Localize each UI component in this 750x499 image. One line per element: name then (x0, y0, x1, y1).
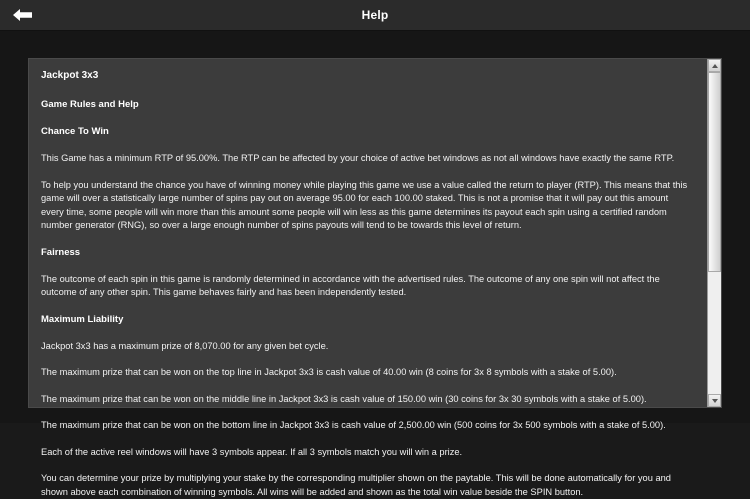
section-heading-maximum-liability: Maximum Liability (41, 313, 124, 325)
page-title: Help (361, 8, 389, 22)
scroll-up-button[interactable] (708, 59, 721, 72)
help-content-frame (28, 58, 722, 497)
paragraph: To help you understand the chance you have of winning money while playing this game we use a value called the return to player (RTP). This means that this game will over a statistically large number of spins pay out on average 95.00 for each 100.00 staked. This is not a promise that it will pay out this amount every time, some people will win more than this amount some people will win less as this game determines its payout each spin using a certified random number generator (RNG), so over a large enough number of spins payouts will tend to be towards this level of return. (41, 179, 688, 231)
scrollbar-thumb[interactable] (708, 72, 721, 272)
section-heading-chance-to-win: Chance To Win (41, 126, 109, 138)
chevron-up-icon (712, 64, 718, 68)
title-bar (0, 0, 750, 31)
paragraph: The maximum prize that can be won on the bottom line in Jackpot 3x3 is cash value of 2,500.00 win (500 coins for 3x 500 symbols with a stake of 5.00). (41, 420, 666, 431)
paragraph: The maximum prize that can be won on the middle line in Jackpot 3x3 is cash value of 150.00 win (30 coins for 3x 30 symbols with a stake of 5.00). (41, 393, 647, 404)
back-arrow-icon (13, 8, 33, 22)
paragraph: You can determine your prize by multiplying your stake by the corresponding multiplier shown on the paytable. This will be done automatically for you and shown above each combination of winning symbols. All wins will be added and shown as the total win value beside the SPIN button. (41, 473, 671, 497)
paragraph: Jackpot 3x3 has a maximum prize of 8,070.00 for any given bet cycle. (41, 340, 329, 351)
paragraph: The maximum prize that can be won on the top line in Jackpot 3x3 is cash value of 40.00 win (8 coins for 3x 8 symbols with a stake of 5.00). (41, 367, 617, 378)
help-document (29, 59, 707, 497)
paragraph: This Game has a minimum RTP of 95.00%. The RTP can be affected by your choice of active bet windows as not all windows have exactly the same RTP. (41, 153, 675, 164)
paragraph: Each of the active reel windows will have 3 symbols appear. If all 3 symbols match you will win a prize. (41, 446, 463, 457)
document-title: Jackpot 3x3 (41, 70, 99, 81)
scrollbar-track[interactable] (708, 72, 721, 394)
paragraph: The outcome of each spin in this game is randomly determined in accordance with the advertised rules. The outcome of any one spin will not affect the outcome of any other spin. This game behaves fairly and has been independently tested. (41, 273, 660, 298)
document-subtitle: Game Rules and Help (41, 98, 139, 110)
scroll-down-button[interactable] (708, 394, 721, 407)
chevron-down-icon (712, 399, 718, 403)
vertical-scrollbar[interactable] (707, 59, 721, 407)
back-button[interactable] (10, 5, 36, 25)
section-heading-fairness: Fairness (41, 246, 81, 258)
